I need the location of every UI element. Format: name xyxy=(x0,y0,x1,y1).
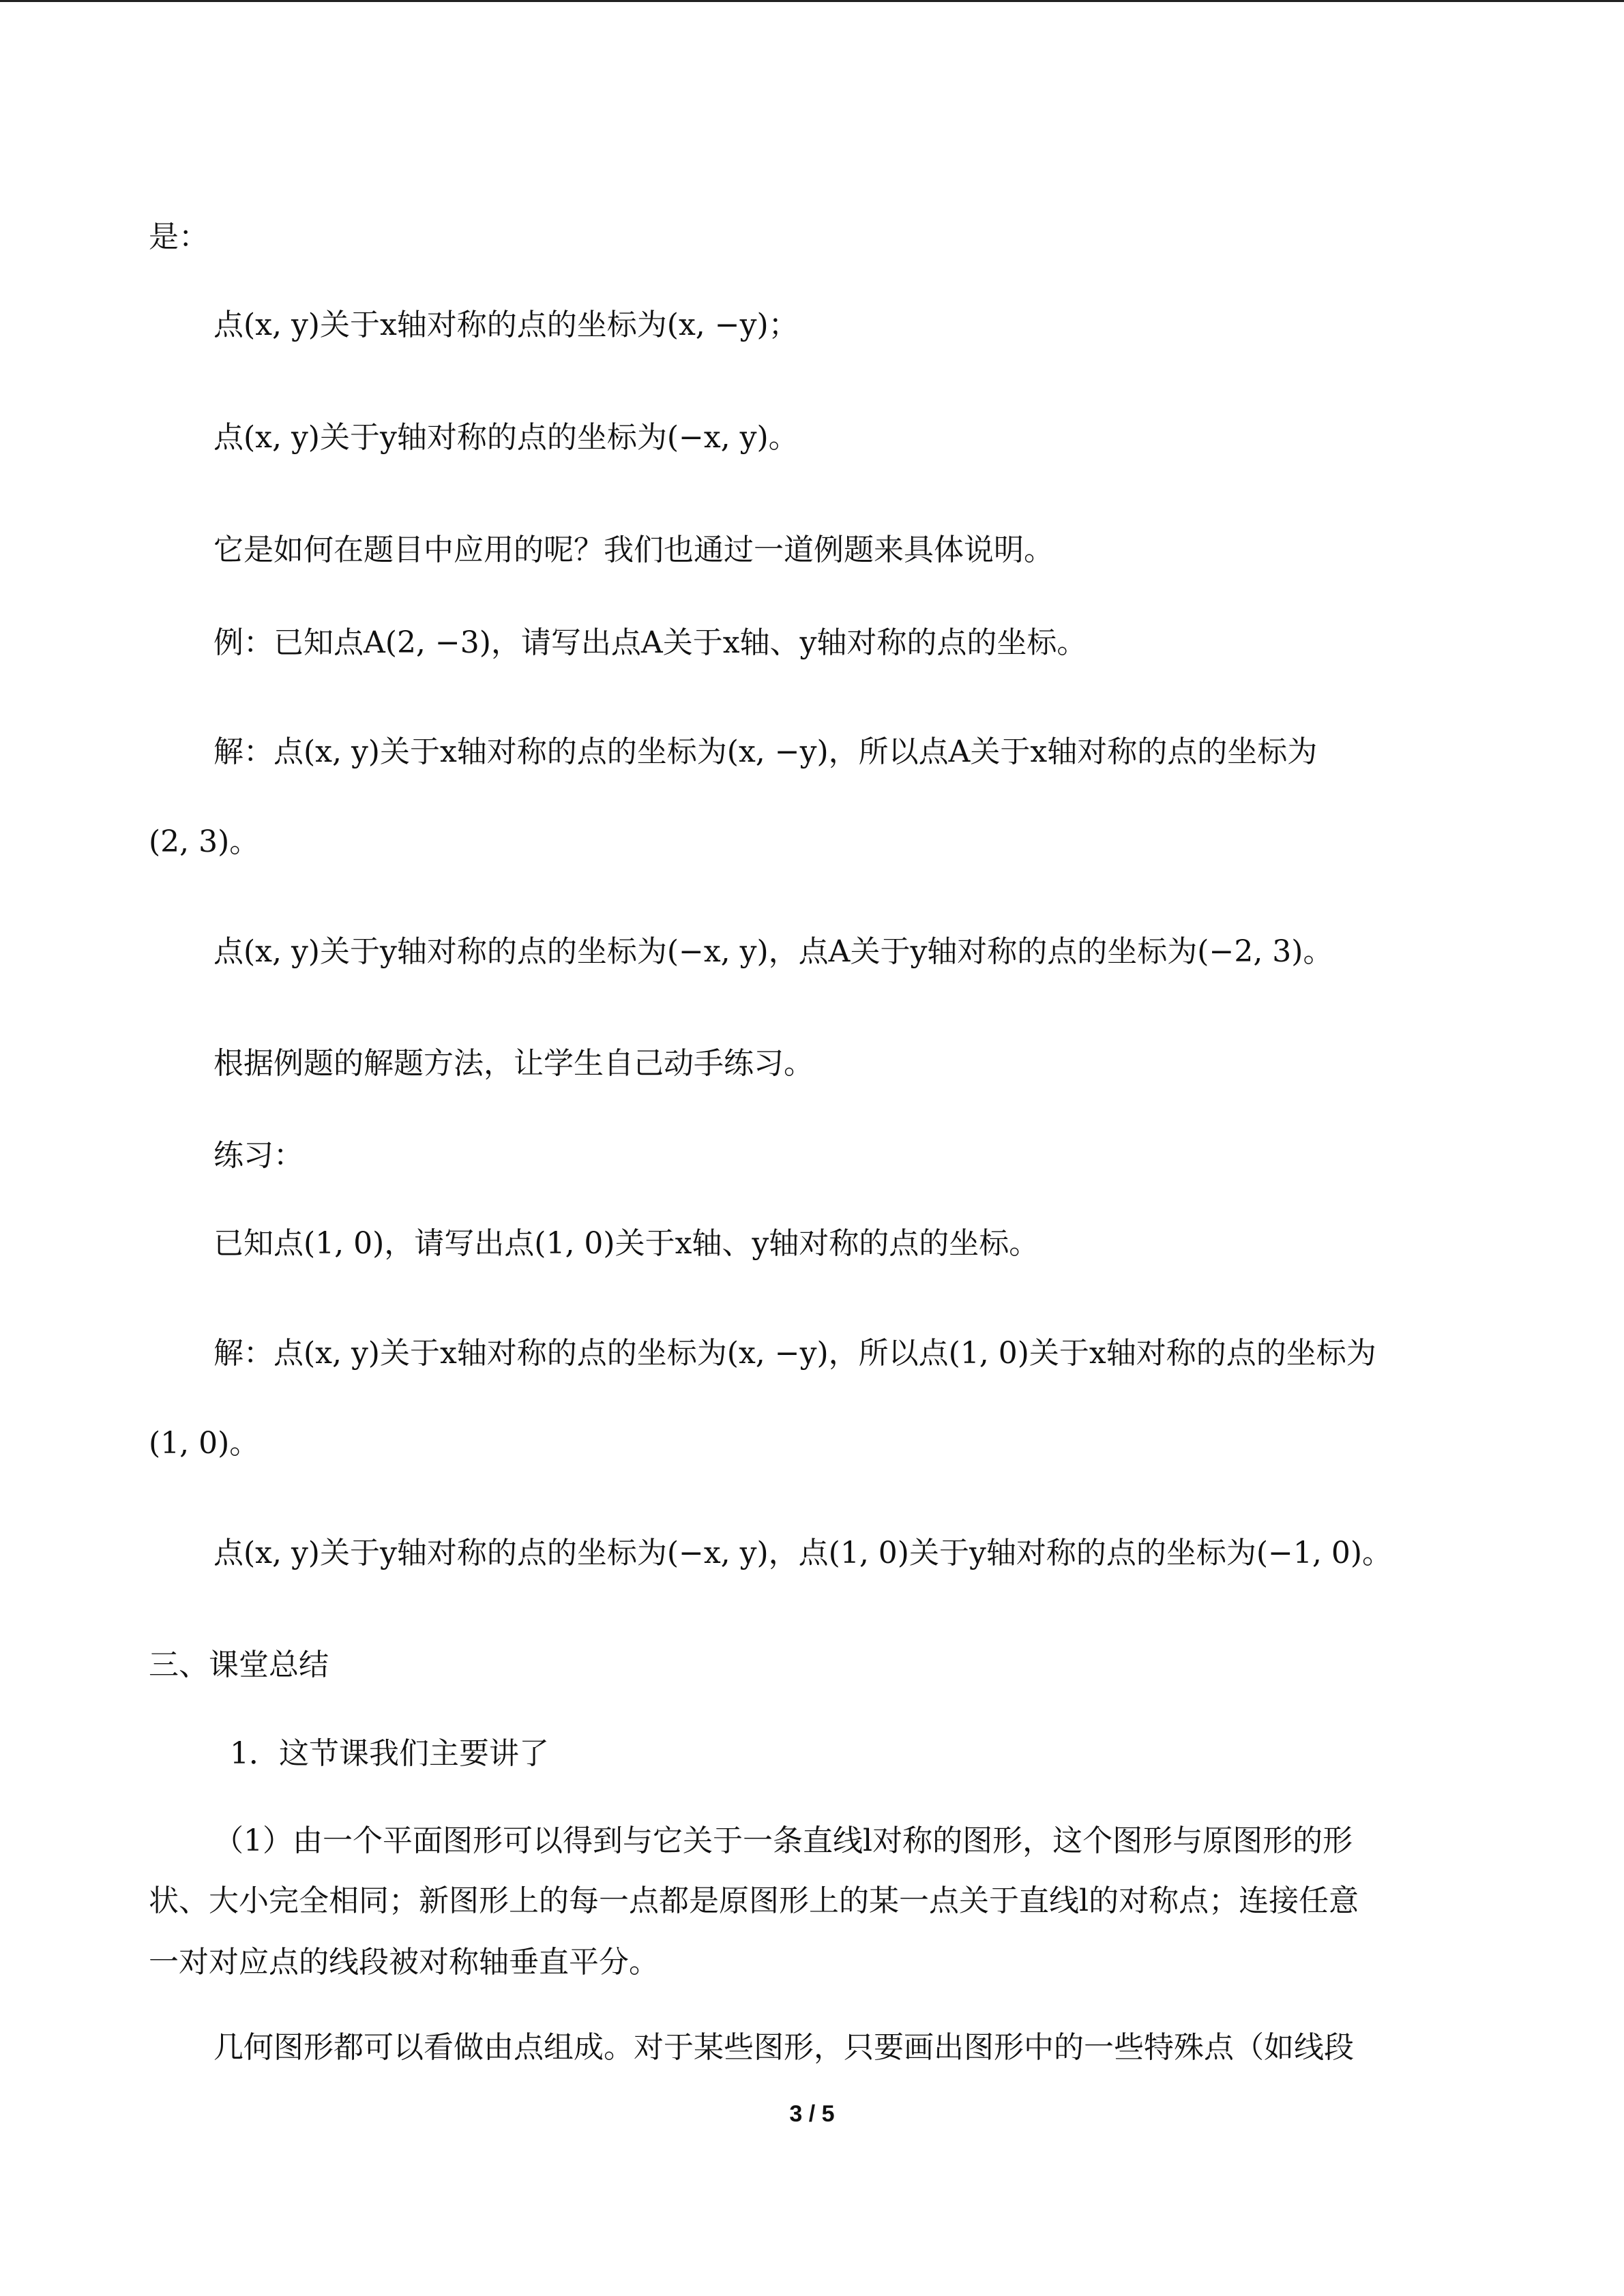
text-line-practice-intro: 根据例题的解题方法，让学生自己动手练习。 xyxy=(213,1046,814,1081)
summary-item-1: 1．这节课我们主要讲了 xyxy=(230,1736,549,1771)
example-solution-line-1: 解：点(x, y)关于x轴对称的点的坐标为(x, −y)，所以点A关于x轴对称的点的坐标为 xyxy=(213,734,1318,769)
summary-para-line-2: 状、大小完全相同；新图形上的每一点都是原图形上的某一点关于直线l的对称点；连接任意 xyxy=(149,1883,1359,1918)
example-solution-line-3: 点(x, y)关于y轴对称的点的坐标为(−x, y)，点A关于y轴对称的点的坐标为(−2, 3)。 xyxy=(213,934,1333,969)
example-solution-line-2: (2, 3)。 xyxy=(149,824,260,859)
summary-para-line-4: 几何图形都可以看做由点组成。对于某些图形，只要画出图形中的一些特殊点（如线段 xyxy=(213,2030,1354,2065)
section-heading-summary: 三、课堂总结 xyxy=(149,1648,329,1682)
practice-heading: 练习： xyxy=(213,1138,304,1173)
page-top-edge xyxy=(0,0,1624,2)
text-line-2: 点(x, y)关于x轴对称的点的坐标为(x, −y)； xyxy=(213,308,799,342)
text-line-1: 是： xyxy=(149,220,209,254)
practice-question: 已知点(1, 0)，请写出点(1, 0)关于x轴、y轴对称的点的坐标。 xyxy=(213,1226,1039,1261)
summary-para-line-3: 一对对应点的线段被对称轴垂直平分。 xyxy=(149,1945,659,1980)
practice-solution-line-1: 解：点(x, y)关于x轴对称的点的坐标为(x, −y)，所以点(1, 0)关于x轴对称的点的坐标为 xyxy=(213,1336,1376,1371)
page-number: 3 / 5 xyxy=(789,2101,835,2127)
example-question: 例：已知点A(2, −3)，请写出点A关于x轴、y轴对称的点的坐标。 xyxy=(213,625,1087,660)
practice-solution-line-2: (1, 0)。 xyxy=(149,1426,260,1461)
text-line-4: 它是如何在题目中应用的呢？我们也通过一道例题来具体说明。 xyxy=(213,533,1054,567)
text-line-3: 点(x, y)关于y轴对称的点的坐标为(−x, y)。 xyxy=(213,420,799,455)
practice-solution-line-3: 点(x, y)关于y轴对称的点的坐标为(−x, y)，点(1, 0)关于y轴对称的点的坐标为(−1, 0)。 xyxy=(213,1536,1392,1570)
summary-para-line-1: （1）由一个平面图形可以得到与它关于一条直线l对称的图形，这个图形与原图形的形 xyxy=(213,1823,1353,1858)
